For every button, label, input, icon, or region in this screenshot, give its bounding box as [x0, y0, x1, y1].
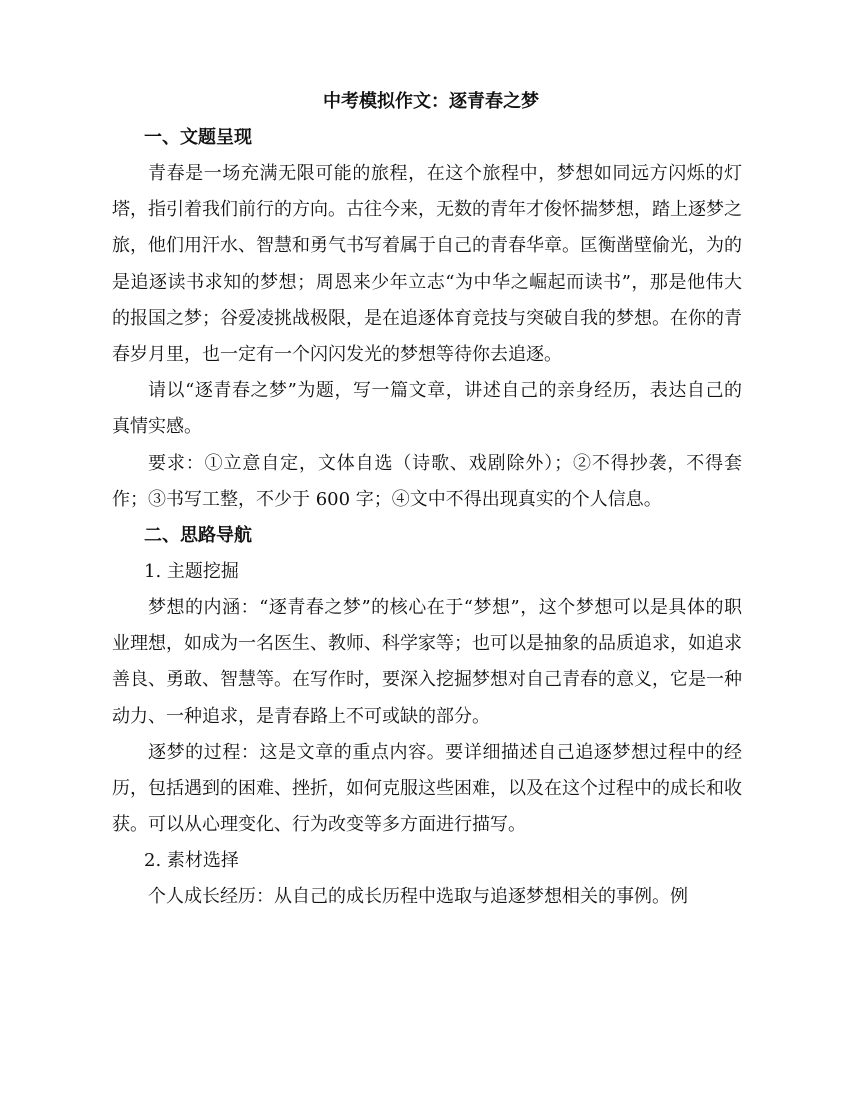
material-paragraph-1: 个人成长经历：从自己的成长历程中选取与追逐梦想相关的事例。例 — [148, 886, 688, 908]
theme-paragraph-2: 逐梦的过程：这是文章的重点内容。要详细描述自己追逐梦想过程中的经历，包括遇到的困难、挫折，如何克服这些困难，以及在这个过程中的成长和收获。可以从心理变化、行为改变等多方面进行描写。 — [112, 741, 742, 836]
sub-heading-material: 2. 素材选择 — [144, 850, 239, 872]
sub-heading-theme: 1. 主题挖掘 — [144, 561, 239, 583]
prompt-paragraph-1: 青春是一场充满无限可能的旅程，在这个旅程中，梦想如同远方闪烁的灯塔，指引着我们前行的方向。古往今来，无数的青年才俊怀揣梦想，踏上逐梦之旅，他们用汗水、智慧和勇气书写着属于自己的青春华章。匡衡凿壁偷光，为的是追逐读书求知的梦想；周恩来少年立志“为中华之崛起而读书”，那是他伟大的报国之梦；谷爱凌挑战极限，是在追逐体育竞技与突破自我的梦想。在你的青春岁月里，也一定有一个闪闪发光的梦想等待你去追逐。 — [112, 163, 742, 366]
document-page — [112, 86, 742, 916]
theme-paragraph-1: 梦想的内涵：“逐青春之梦”的核心在于“梦想”，这个梦想可以是具体的职业理想，如成为一名医生、教师、科学家等；也可以是抽象的品质追求，如追求善良、勇敢、智慧等。在写作时，要深入挖掘梦想对自己青春的意义，它是一种动力、一种追求，是青春路上不可或缺的部分。 — [112, 597, 742, 727]
section-heading-prompt: 一、文题呈现 — [144, 127, 252, 148]
section-heading-guide: 二、思路导航 — [144, 525, 252, 547]
document-title: 中考模拟作文：逐青春之梦 — [323, 91, 539, 112]
prompt-requirements: 要求：①立意自定，文体自选（诗歌、戏剧除外）；②不得抄袭，不得套作；③书写工整，不少于 600 字；④文中不得出现真实的个人信息。 — [112, 452, 742, 510]
prompt-paragraph-2: 请以“逐青春之梦”为题，写一篇文章，讲述自己的亲身经历，表达自己的真情实感。 — [112, 380, 742, 438]
